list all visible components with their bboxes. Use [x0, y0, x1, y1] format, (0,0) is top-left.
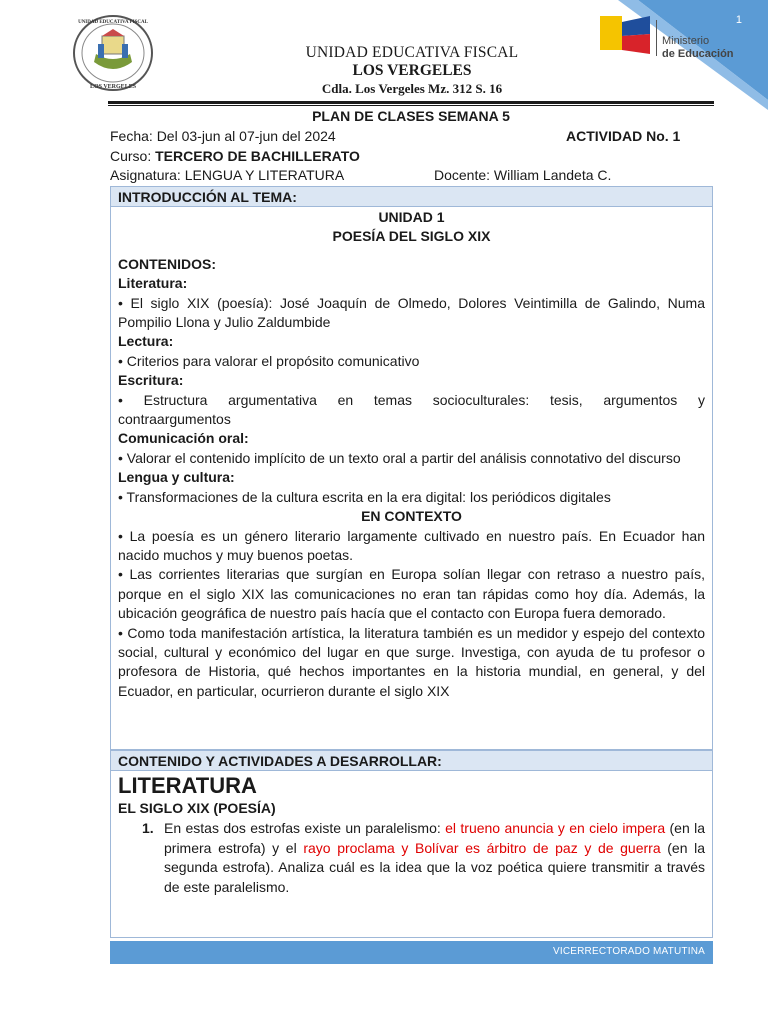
curso-label: Curso:	[110, 148, 156, 164]
siglo-xix-subtitle: EL SIGLO XIX (POESÍA)	[118, 800, 276, 816]
school-header	[262, 44, 562, 98]
literatura-title: LITERATURA	[118, 773, 257, 798]
actividad-label: ACTIVIDAD No. 1	[566, 128, 681, 144]
oral-text: • Valorar el contenido implícito de un texto oral a partir del análisis connotativo del discurso	[118, 449, 681, 466]
lectura-heading: Lectura:	[118, 333, 174, 350]
oral-heading: Comunicación oral:	[118, 430, 249, 447]
footer-bar	[110, 941, 713, 964]
ministry-name-line1: Ministerio	[662, 35, 710, 47]
item-text-a: En estas dos estrofas existe un paralelismo:	[164, 820, 446, 837]
literatura-text: • El siglo XIX (poesía): José Joaquín de Olmedo, Dolores Veintimilla de Galindo, Numa Pompilio Llona y Julio Zaldumbide	[118, 294, 705, 331]
intro-section	[110, 186, 713, 750]
school-name-line1: UNIDAD EDUCATIVA FISCAL	[305, 44, 519, 61]
activities-section	[110, 750, 713, 938]
unit-topic: POESÍA DEL SIGLO XIX	[332, 228, 491, 245]
curso-row	[110, 148, 360, 164]
contexto-heading: EN CONTEXTO	[361, 508, 462, 525]
escritura-text-line2: contraargumentos	[118, 411, 231, 428]
school-name-line2: LOS VERGELES	[352, 62, 472, 79]
contenidos-heading: CONTENIDOS:	[118, 255, 216, 272]
contexto-paragraph-3: • Como toda manifestación artística, la literatura también es un medidor y espejo del contexto social, cultural y económico del lugar en que surge. Investiga, con ayuda de tu profesor o profesora de Historia, qué hechos importantes en la historia mundial, en general, y del Ecuador, en particular, ocurrieron durante el siglo XIX	[118, 624, 705, 699]
item-highlight-1: el trueno anuncia y en cielo impera	[445, 820, 666, 837]
ministry-name-line2: de Educación	[662, 48, 734, 60]
unit-label: UNIDAD 1	[378, 209, 445, 225]
intro-content	[111, 208, 712, 701]
list-item	[118, 819, 705, 897]
intro-band-title: INTRODUCCIÓN AL TEMA:	[111, 187, 712, 207]
escritura-text-line1: • Estructura argumentativa en temas socioculturales: tesis, argumentos y	[118, 391, 705, 408]
item-highlight-2: rayo proclama y Bolívar es árbitro de paz y de guerra	[303, 839, 661, 856]
ministry-logo	[598, 14, 748, 64]
item-text-b: (en la primera estrofa) y el	[164, 820, 705, 856]
seal-text-bottom: LOS VERGELES	[89, 84, 137, 90]
cultura-heading: Lengua y cultura:	[118, 469, 235, 486]
activities-content	[111, 773, 712, 897]
cultura-text: • Transformaciones de la cultura escrita en la era digital: los periódicos digitales	[118, 488, 611, 505]
item-number: 1.	[142, 820, 154, 837]
plan-title: PLAN DE CLASES SEMANA 5	[312, 108, 510, 124]
footer-label: VICERRECTORADO MATUTINA	[552, 946, 705, 957]
literatura-heading: Literatura:	[118, 275, 188, 292]
contexto-paragraph-2: • Las corrientes literarias que surgían en Europa solían llegar con retraso a nuestro país, porque en el siglo XIX las comunicaciones no eran tan rápidas como hoy día. Además, la ubicación geográfica de nuestro país hacía que el contacto con Europa fuera demorado.	[118, 566, 705, 622]
escritura-heading: Escritura:	[118, 372, 184, 389]
activities-band-title: CONTENIDO Y ACTIVIDADES A DESARROLLAR:	[111, 751, 712, 771]
school-address: Cdla. Los Vergeles Mz. 312 S. 16	[321, 81, 503, 96]
curso-value: TERCERO DE BACHILLERATO	[155, 148, 360, 164]
seal-text-top: UNIDAD EDUCATIVA FISCAL	[78, 20, 148, 25]
lectura-text: • Criterios para valorar el propósito comunicativo	[118, 352, 420, 369]
school-seal-logo	[72, 14, 154, 92]
contexto-paragraph-1: • La poesía es un género literario largamente cultivado en nuestro país. En Ecuador han nacido muchos y muy buenos poetas.	[118, 527, 705, 563]
asignatura-text: Asignatura: LENGUA Y LITERATURA	[110, 167, 345, 183]
docente-text: Docente: William Landeta C.	[434, 167, 612, 183]
fecha-text: Fecha: Del 03-jun al 07-jun del 2024	[110, 128, 336, 144]
page-number: 1	[735, 14, 742, 26]
item-text-c: (en la segunda estrofa). Analiza cuál es la idea que la voz poética quiere transmitir a través de este paralelismo.	[164, 839, 706, 895]
